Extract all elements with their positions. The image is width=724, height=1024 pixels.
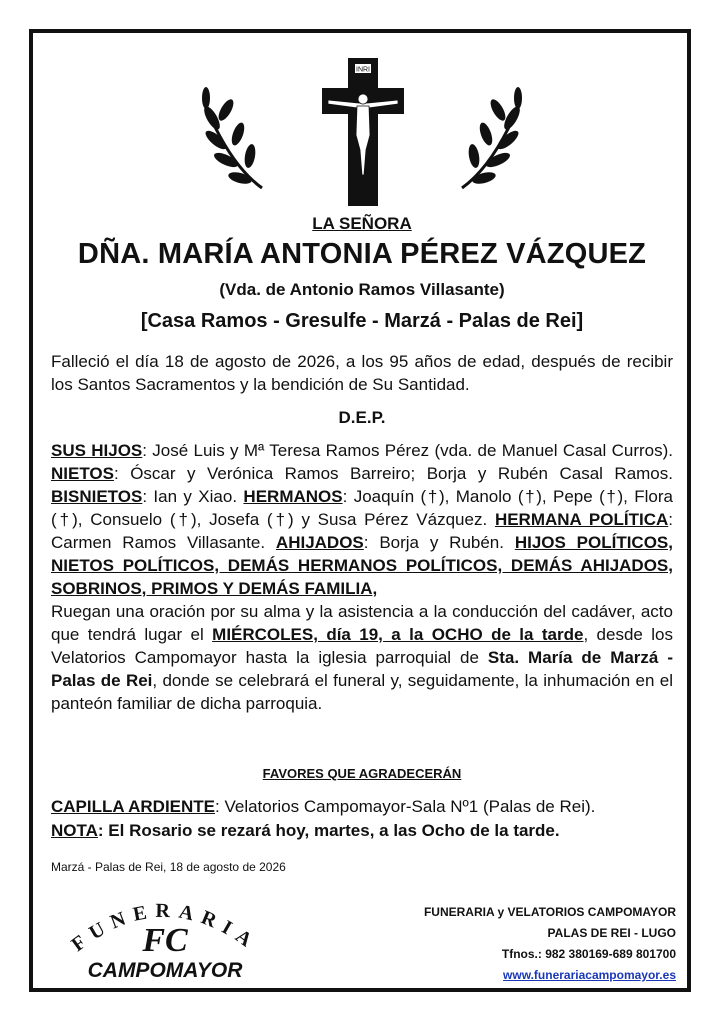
funeral-when: MIÉRCOLES, día 19, a la OCHO de la tarde <box>212 625 584 644</box>
nota-line <box>51 819 673 843</box>
request-part3: , donde se celebrará el funeral y, seguidamente, la inhumación en el panteón familiar de dicha parroquia. <box>51 671 673 713</box>
request-part2: , desde los Velatorios Campomayor hasta la iglesia parroquial de <box>51 625 673 667</box>
logo-monogram: FC <box>142 922 188 959</box>
other-relatives: HIJOS POLÍTICOS, NIETOS POLÍTICOS, DEMÁS HERMANOS POLÍTICOS, DEMÁS AHIJADOS, SOBRINOS, PRIMOS Y DEMÁS FAMILIA <box>51 533 673 598</box>
favores-label: FAVORES QUE AGRADECERÁN <box>262 766 462 781</box>
other-relatives-end: , <box>372 579 378 598</box>
contact-company: FUNERARIA y VELATORIOS CAMPOMAYOR <box>423 905 676 919</box>
bisnietos-label: BISNIETOS <box>51 487 143 506</box>
contact-location: PALAS DE REI - LUGO <box>547 926 676 940</box>
nietos-text: : Óscar y Verónica Ramos Barreiro; Borja y Rubén Casal Ramos. <box>113 464 673 483</box>
hermanos-label: HERMANOS <box>243 487 343 506</box>
ahijados-text: : Borja y Rubén. <box>363 533 515 552</box>
nota-label: NOTA <box>51 821 98 840</box>
cross-icon <box>322 58 404 206</box>
capilla-label: CAPILLA ARDIENTE <box>51 797 216 816</box>
title-prefix: LA SEÑORA <box>312 214 412 233</box>
places-line: [Casa Ramos - Gresulfe - Marzá - Palas de Rei] <box>140 310 584 332</box>
svg-text:FUNERARIA: FUNERARIA <box>67 899 263 957</box>
deceased-name: DÑA. MARÍA ANTONIA PÉREZ VÁZQUEZ <box>77 238 647 270</box>
contact-phones: Tfnos.: 982 380169-689 801700 <box>501 947 676 961</box>
request-part1: Ruegan una oración por su alma y la asistencia a la conducción del cadáver, acto que tendrá lugar el <box>51 602 673 644</box>
nietos-label: NIETOS <box>51 464 114 483</box>
capilla-text: : Velatorios Campomayor-Sala Nº1 (Palas de Rei). <box>215 797 596 816</box>
death-notice: Falleció el día 18 de agosto de 2026, a los 95 años de edad, después de recibir los Santos Sacramentos y la bendición de Su Santidad. <box>51 352 673 394</box>
hermana-politica-text: : Carmen Ramos Villasante. <box>51 510 673 552</box>
family-section <box>51 439 673 715</box>
capilla-section <box>51 795 673 843</box>
website-link[interactable]: www.funerariacampomayor.es <box>503 968 676 982</box>
capilla-line <box>51 795 673 819</box>
hermanos-text: : Joaquín (†), Manolo (†), Pepe (†), Flora (†), Consuelo (†), Josefa (†) y Susa Pérez Vázquez. <box>51 487 673 529</box>
hijos-text: : José Luis y Mª Teresa Ramos Pérez (vda. de Manuel Casal Curros). <box>142 441 673 460</box>
laurel-branch-right-icon <box>462 87 523 188</box>
hermana-politica-label: HERMANA POLÍTICA <box>494 510 669 529</box>
logo-wordmark: CAMPOMAYOR <box>87 959 243 982</box>
widow-of: (Vda. de Antonio Ramos Villasante) <box>219 280 505 299</box>
laurel-branch-left-icon <box>201 87 262 188</box>
dep-label: D.E.P. <box>338 408 386 427</box>
ahijados-label: AHIJADOS <box>275 533 364 552</box>
svg-text:INRI: INRI <box>356 66 370 74</box>
church-name: Sta. María de Marzá - Palas de Rei <box>51 648 673 690</box>
family-paragraph <box>51 439 673 600</box>
crucifix-ornament <box>0 0 724 210</box>
contact-block <box>424 902 676 986</box>
place-date: Marzá - Palas de Rei, 18 de agosto de 2026 <box>51 860 286 874</box>
hijos-label: SUS HIJOS <box>51 441 143 460</box>
request-paragraph <box>51 600 673 715</box>
nota-text: : El Rosario se rezará hoy, martes, a las Ocho de la tarde. <box>97 821 560 840</box>
bisnietos-text: : Ian y Xiao. <box>142 487 244 506</box>
funeraria-logo <box>50 885 280 985</box>
